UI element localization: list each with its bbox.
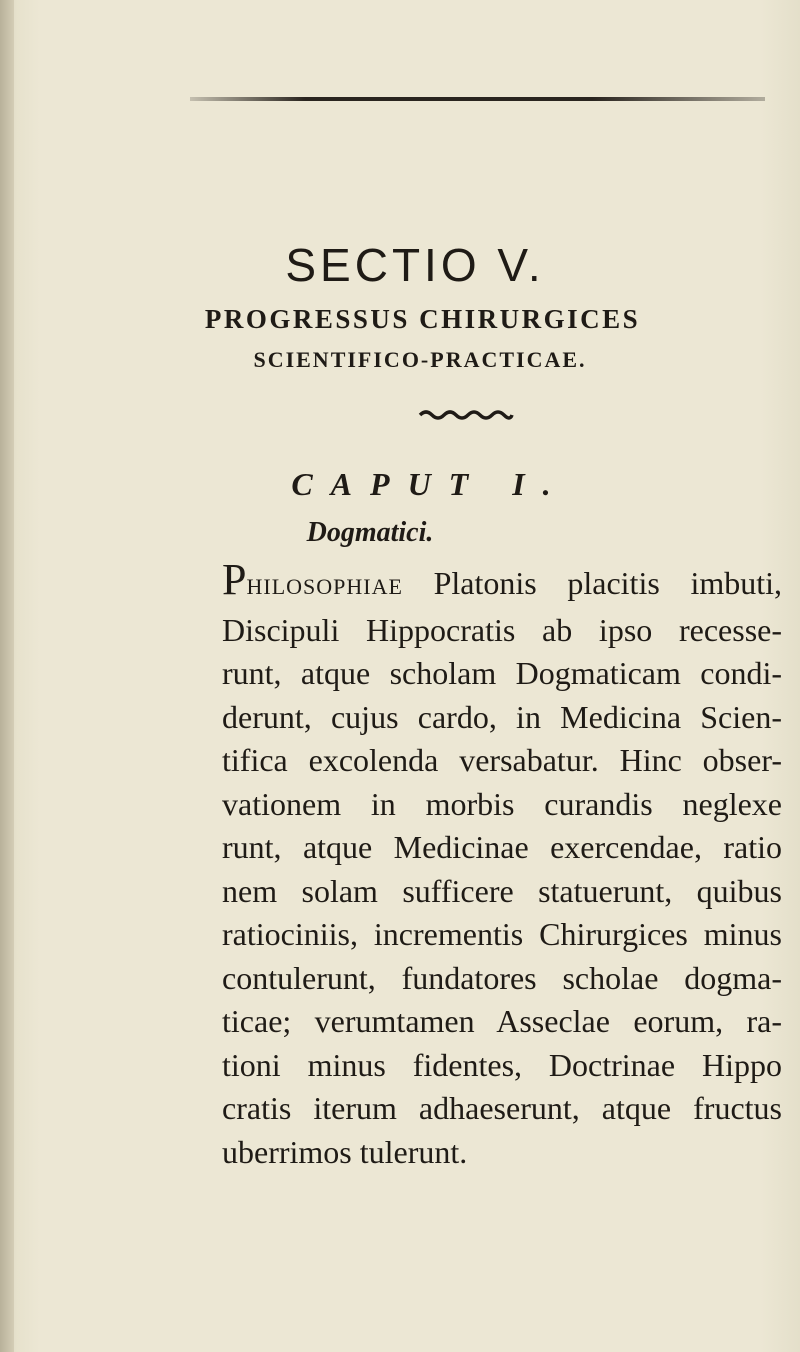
paragraph-line: runt, atque scholam Dogmaticam condi- — [222, 655, 782, 691]
paragraph-line: ticae; verumtamen Asseclae eorum, ra- — [222, 1003, 782, 1039]
body-paragraph — [222, 555, 782, 1174]
chapter-title: CAPUT I. — [291, 466, 569, 502]
section-heading: SECTIO V. — [285, 239, 545, 291]
paragraph-line: cratis iterum adhaeserunt, atque fructus — [222, 1090, 782, 1126]
small-caps-word: HILOSOPHIAE — [246, 574, 403, 599]
page-binding-edge — [0, 0, 14, 1352]
paragraph-line: derunt, cujus cardo, in Medicina Scien- — [222, 698, 782, 735]
wave-ornament-icon — [418, 408, 514, 422]
paragraph-line: contulerunt, fundatores scholae dogma- — [222, 959, 782, 996]
paragraph-line: ratiociniis, incrementis Chirurgices minus — [222, 916, 782, 952]
paragraph-line-1 — [222, 555, 782, 609]
line-1-text: Platonis placitis imbuti, — [402, 565, 782, 601]
paragraph-line: runt, atque Medicinae exercendae, ratio — [222, 829, 782, 865]
drop-cap: P — [222, 555, 247, 604]
paragraph-line: tifica excolenda versabatur. Hinc obser- — [222, 742, 782, 778]
top-rule — [190, 97, 765, 101]
paragraph-line: vationem in morbis curandis neglexe — [222, 785, 782, 822]
paragraph-line: tioni minus fidentes, Doctrinae Hippo — [222, 1046, 782, 1083]
paragraph-line: Discipuli Hippocratis ab ipso recesse- — [222, 611, 782, 648]
paragraph-line: nem solam sufficere statuerunt, quibus — [222, 872, 782, 909]
paragraph-line: uberrimos tulerunt. — [222, 1133, 468, 1170]
section-subtitle-line2: SCIENTIFICO-PRACTICAE. — [253, 347, 587, 372]
chapter-subtitle: Dogmatici. — [306, 517, 434, 548]
section-subtitle-line1: PROGRESSUS CHIRURGICES — [204, 304, 641, 334]
